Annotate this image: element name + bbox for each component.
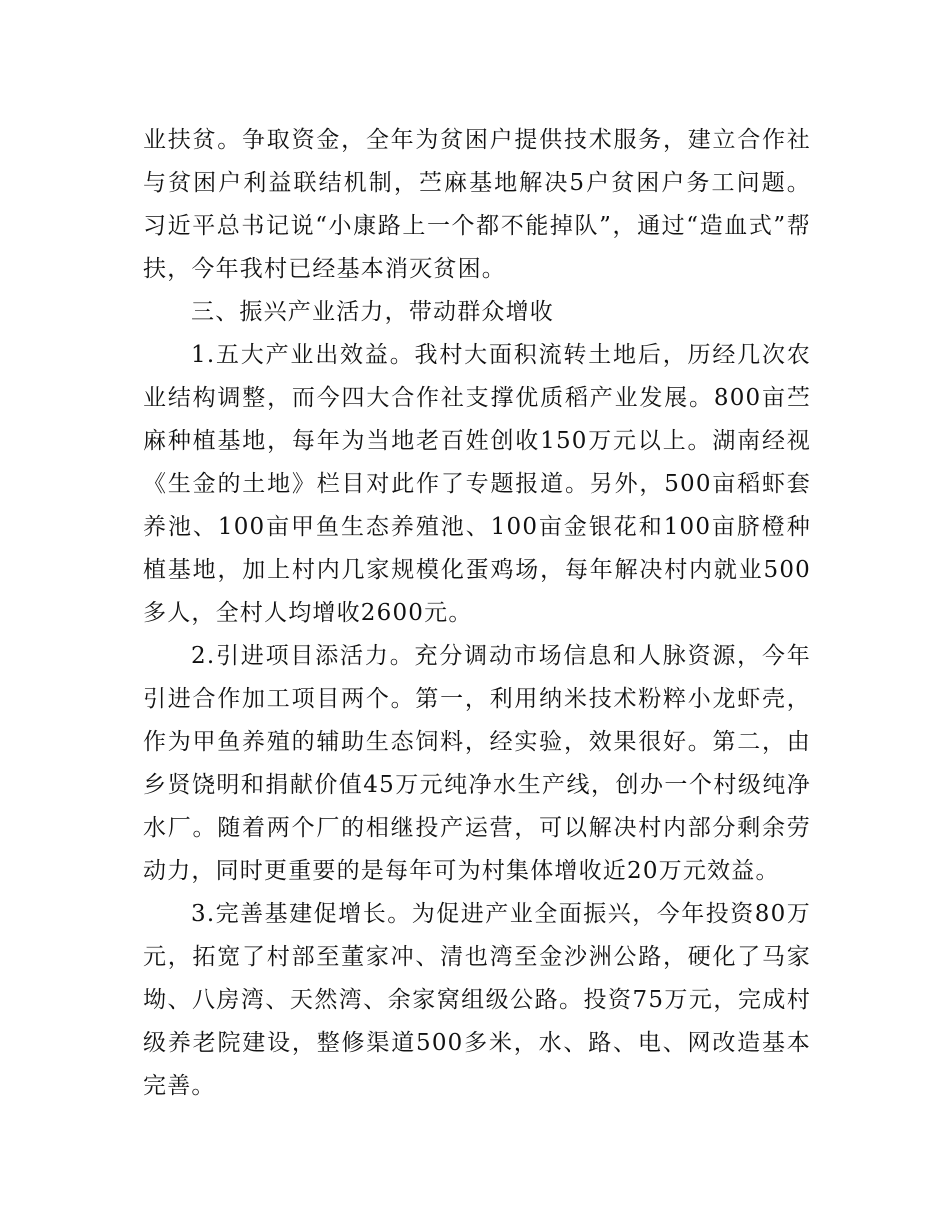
paragraph-poverty-relief-continued: 业扶贫。争取资金，全年为贫困户提供技术服务，建立合作社与贫困户利益联结机制，苎麻基地解决5户贫困户务工问题。习近平总书记说“小康路上一个都不能掉队”，通过“造血式”帮扶，今年我村已经基本消灭贫困。 [143, 127, 811, 282]
section-heading-industry-vitality: 三、振兴产业活力，带动群众增收 [191, 299, 554, 325]
paragraph-introduce-projects: 2.引进项目添活力。充分调动市场信息和人脉资源，今年引进合作加工项目两个。第一，利用纳米技术粉粹小龙虾壳，作为甲鱼养殖的辅助生态饲料，经实验，效果很好。第二，由乡贤饶明和捐献价值45万元纯净水生产线，创办一个村级纯净水厂。随着两个厂的相继投产运营，可以解决村内部分剩余劳动力，同时更重要的是每年可为村集体增收近20万元效益。 [143, 643, 811, 884]
paragraph-five-industries: 1.五大产业出效益。我村大面积流转土地后，历经几次农业结构调整，而今四大合作社支撑优质稻产业发展。800亩苎麻种植基地，每年为当地老百姓创收150万元以上。湖南经视《生金的土地》栏目对此作了专题报道。另外，500亩稻虾套养池、100亩甲鱼生态养殖池、100亩金银花和100亩脐橙种植基地，加上村内几家规模化蛋鸡场，每年解决村内就业500多人，全村人均增收2600元。 [143, 342, 811, 626]
document-body [143, 119, 811, 1108]
paragraph-infrastructure: 3.完善基建促增长。为促进产业全面振兴，今年投资80万元，拓宽了村部至董家冲、清也湾至金沙洲公路，硬化了马家坳、八房湾、天然湾、余家窝组级公路。投资75万元，完成村级养老院建设，整修渠道500多米，水、路、电、网改造基本完善。 [143, 901, 811, 1099]
